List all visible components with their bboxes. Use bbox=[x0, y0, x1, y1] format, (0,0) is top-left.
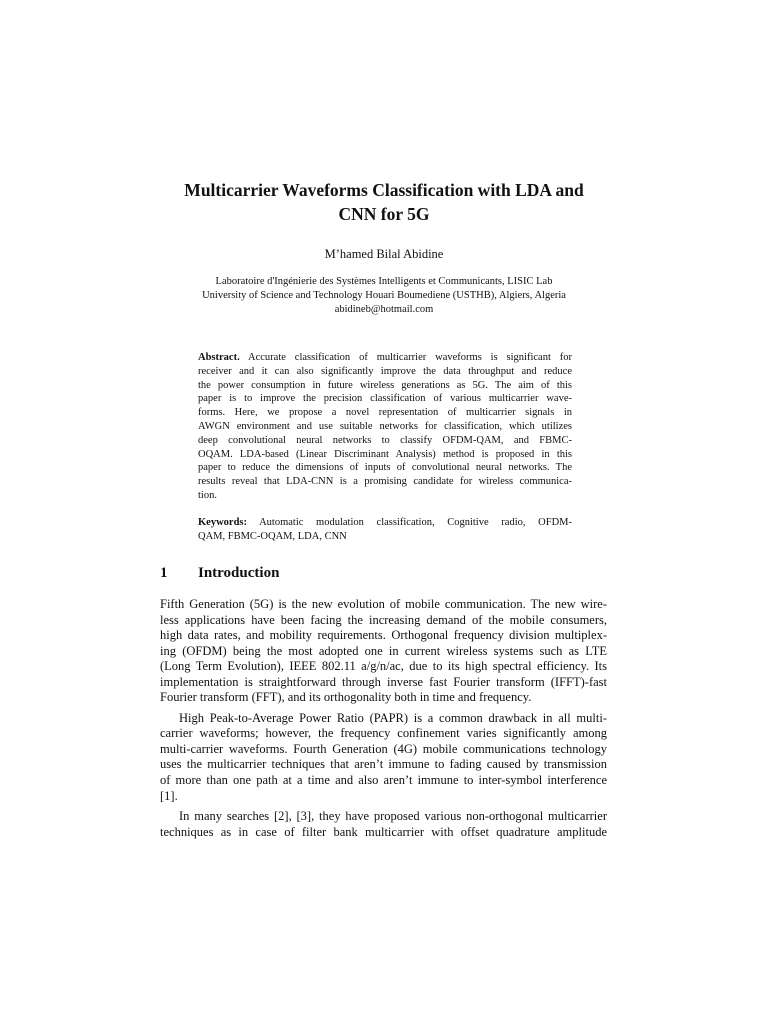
abstract-line: OQAM. LDA-based (Linear Discriminant Analysis) method is proposed in this bbox=[198, 448, 572, 460]
abstract-line: forms. Here, we propose a novel representation of multicarrier signals in bbox=[198, 407, 572, 419]
body-line: less applications have been facing the increasing demand of the mobile consumers, bbox=[160, 612, 607, 627]
abstract-line: tion. bbox=[198, 489, 217, 501]
body-line: multi-carrier waveforms. Fourth Generation (4G) mobile communications technology bbox=[160, 741, 607, 756]
author-email: abidineb@hotmail.com bbox=[334, 303, 434, 315]
body-line: carrier waveforms; however, the frequency confinement varies significantly among bbox=[160, 726, 607, 741]
abstract-line bbox=[198, 351, 572, 365]
body-line: ing (OFDM) being the most adopted one in current wireless systems such as LTE bbox=[160, 643, 607, 658]
keywords-line bbox=[198, 516, 572, 530]
body-line: (Long Term Evolution), IEEE 802.11 a/g/n/ac, due to its high spectral efficiency. Its bbox=[160, 659, 607, 674]
abstract-line: AWGN environment and use suitable networks for classification, which utilizes bbox=[198, 420, 572, 432]
title-line: CNN for 5G bbox=[338, 204, 430, 224]
abstract-line-text: Accurate classification of multicarrier waveforms is significant for bbox=[248, 352, 573, 363]
keywords-line: QAM, FBMC-OQAM, LDA, CNN bbox=[198, 530, 347, 542]
section-number: 1 bbox=[160, 565, 168, 581]
abstract-line: paper to reduce the dimensions of inputs of convolutional neural networks. The bbox=[198, 462, 572, 474]
body-line: techniques as in case of filter bank multicarrier with offset quadrature amplitude bbox=[160, 824, 607, 839]
abstract-line: the power consumption in future wireless generations as 5G. The aim of this bbox=[198, 379, 572, 391]
paper-title bbox=[100, 178, 668, 226]
body-line: high data rates, and mobility requirements. Orthogonal frequency division multiplex- bbox=[160, 628, 607, 643]
body-line: implementation is straightforward through inverse fast Fourier transform (IFFT)-fast bbox=[160, 674, 607, 689]
author-affiliation bbox=[100, 275, 668, 316]
abstract-label: Abstract. bbox=[198, 352, 240, 363]
abstract-line: results reveal that LDA-CNN is a promising candidate for wireless communica- bbox=[198, 476, 572, 488]
keywords-line-text: Automatic modulation classification, Cognitive radio, OFDM- bbox=[259, 517, 572, 528]
body-line: In many searches [2], [3], they have proposed various non-orthogonal multicarrier bbox=[179, 809, 607, 824]
introduction-body bbox=[160, 597, 607, 840]
title-line: Multicarrier Waveforms Classification with LDA and bbox=[184, 180, 584, 200]
section-heading bbox=[160, 563, 279, 583]
author-name: M’hamed Bilal Abidine bbox=[324, 247, 444, 261]
body-line: [1]. bbox=[160, 788, 178, 803]
body-line: of more than one path at a time and also aren’t immune to inter-symbol interference bbox=[160, 773, 607, 788]
abstract-line: deep convolutional neural networks to classify OFDM-QAM, and FBMC- bbox=[198, 434, 572, 446]
body-line: Fourier transform (FFT), and its orthogonality both in time and frequency. bbox=[160, 690, 532, 705]
section-title: Introduction bbox=[198, 565, 280, 581]
keywords bbox=[198, 516, 572, 544]
abstract-line: receiver and it can also significantly improve the data throughput and reduce bbox=[198, 365, 572, 377]
keywords-label: Keywords: bbox=[198, 517, 247, 528]
affiliation-line: Laboratoire d'Ingénierie des Systèmes Intelligents et Communicants, LISIC Lab bbox=[215, 276, 553, 287]
affiliation-line: University of Science and Technology Houari Boumediene (USTHB), Algiers, Algeria bbox=[202, 289, 566, 301]
abstract-line: paper is to improve the precision classification of various multicarrier wave- bbox=[198, 393, 572, 405]
abstract bbox=[198, 351, 572, 503]
body-line: High Peak-to-Average Power Ratio (PAPR) is a common drawback in all multi- bbox=[179, 710, 607, 725]
body-line: Fifth Generation (5G) is the new evolution of mobile communication. The new wire- bbox=[160, 597, 607, 611]
body-line: uses the multicarrier techniques that aren’t immune to fading caused by transmission bbox=[160, 757, 607, 772]
